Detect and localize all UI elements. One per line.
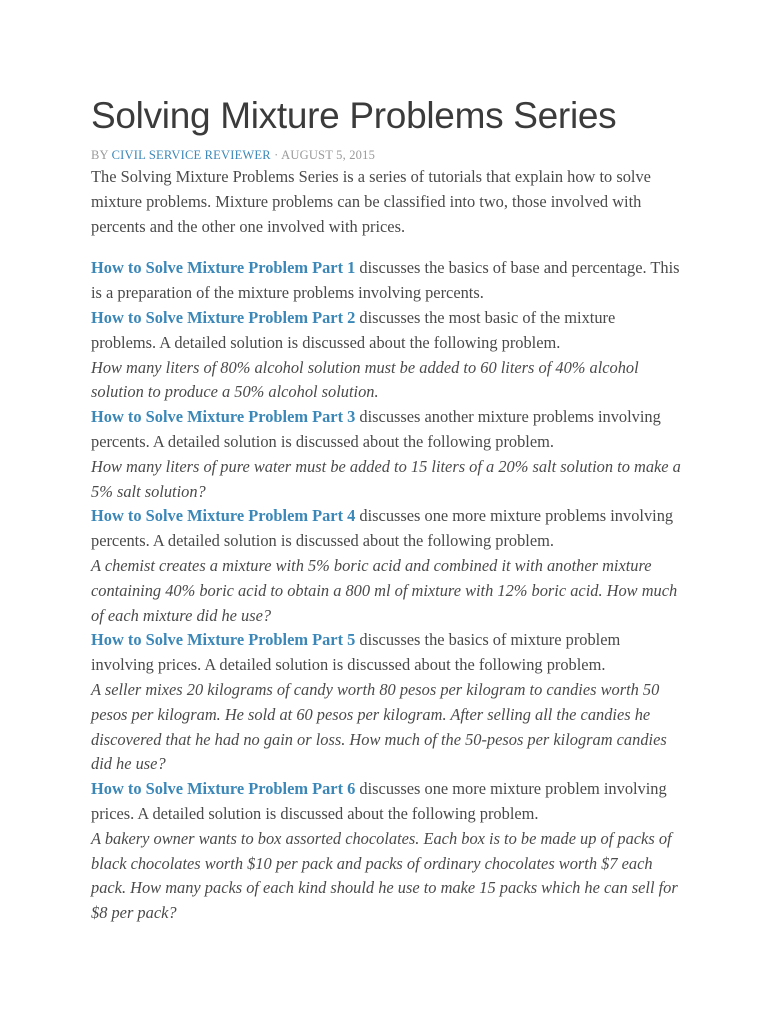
part-5-description: discusses the basics of mixture problem involving prices. A detailed solution is discussed about the following problem. [91,630,621,675]
part-6-link[interactable]: How to Solve Mixture Problem Part 6 [91,779,356,799]
part-1-link[interactable]: How to Solve Mixture Problem Part 1 [91,258,356,278]
author-link[interactable]: CIVIL SERVICE REVIEWER [111,148,271,162]
publish-date: AUGUST 5, 2015 [281,148,376,162]
byline-prefix: BY [91,148,112,162]
intro-paragraph: The Solving Mixture Problems Series is a series of tutorials that explain how to solve mixture problems. Mixture problems can be classified into two, those involved with percents and the other one involved with prices. [91,167,651,236]
part-3-link[interactable]: How to Solve Mixture Problem Part 3 [91,407,356,427]
part-item-4 [91,504,681,628]
byline [91,147,681,163]
part-5-link[interactable]: How to Solve Mixture Problem Part 5 [91,630,356,650]
part-6-description: discusses one more mixture problem involving prices. A detailed solution is discussed about the following problem. [91,779,667,823]
part-2-description: discusses the most basic of the mixture problems. A detailed solution is discussed about the following problem. [91,307,616,352]
part-6-problem: A bakery owner wants to box assorted chocolates. Each box is to be made up of packs of black chocolates worth $10 per pack and packs of ordinary chocolates worth $7 each pack. How many packs of each kind should he use to make 15 packs which he can sell for $8 per pack? [91,828,678,923]
part-item-5 [91,628,681,777]
byline-separator: · [270,148,282,162]
part-5-problem: A seller mixes 20 kilograms of candy worth 80 pesos per kilogram to candies worth 50 pesos per kilogram. He sold at 60 pesos per kilogram. After selling all the candies he discovered that he had no gain or loss. How much of the 50-pesos per kilogram candies did he use? [91,679,667,774]
part-item-3 [91,405,681,504]
part-4-problem: A chemist creates a mixture with 5% boric acid and combined it with another mixture containing 40% boric acid to obtain a 800 ml of mixture with 12% boric acid. How much of each mixture did he use? [91,555,678,625]
part-1-description: discusses the basics of base and percentage. This is a preparation of the mixture problems involving percents. [91,258,680,303]
article [91,92,681,926]
part-3-problem: How many liters of pure water must be added to 15 liters of a 20% salt solution to make a 5% salt solution? [91,456,681,501]
part-2-problem: How many liters of 80% alcohol solution must be added to 60 liters of 40% alcohol solution to produce a 50% alcohol solution. [91,357,639,402]
part-4-description: discusses one more mixture problems involving percents. A detailed solution is discussed about the following problem. [91,506,674,551]
part-2-link[interactable]: How to Solve Mixture Problem Part 2 [91,307,356,327]
part-item-1 [91,256,681,306]
page-title: Solving Mixture Problems Series [91,95,617,136]
part-4-link[interactable]: How to Solve Mixture Problem Part 4 [91,506,356,526]
part-item-6 [91,777,681,926]
part-3-description: discusses another mixture problems involving percents. A detailed solution is discussed about the following problem. [91,407,661,451]
part-item-2 [91,306,681,405]
parts-list [91,256,681,926]
